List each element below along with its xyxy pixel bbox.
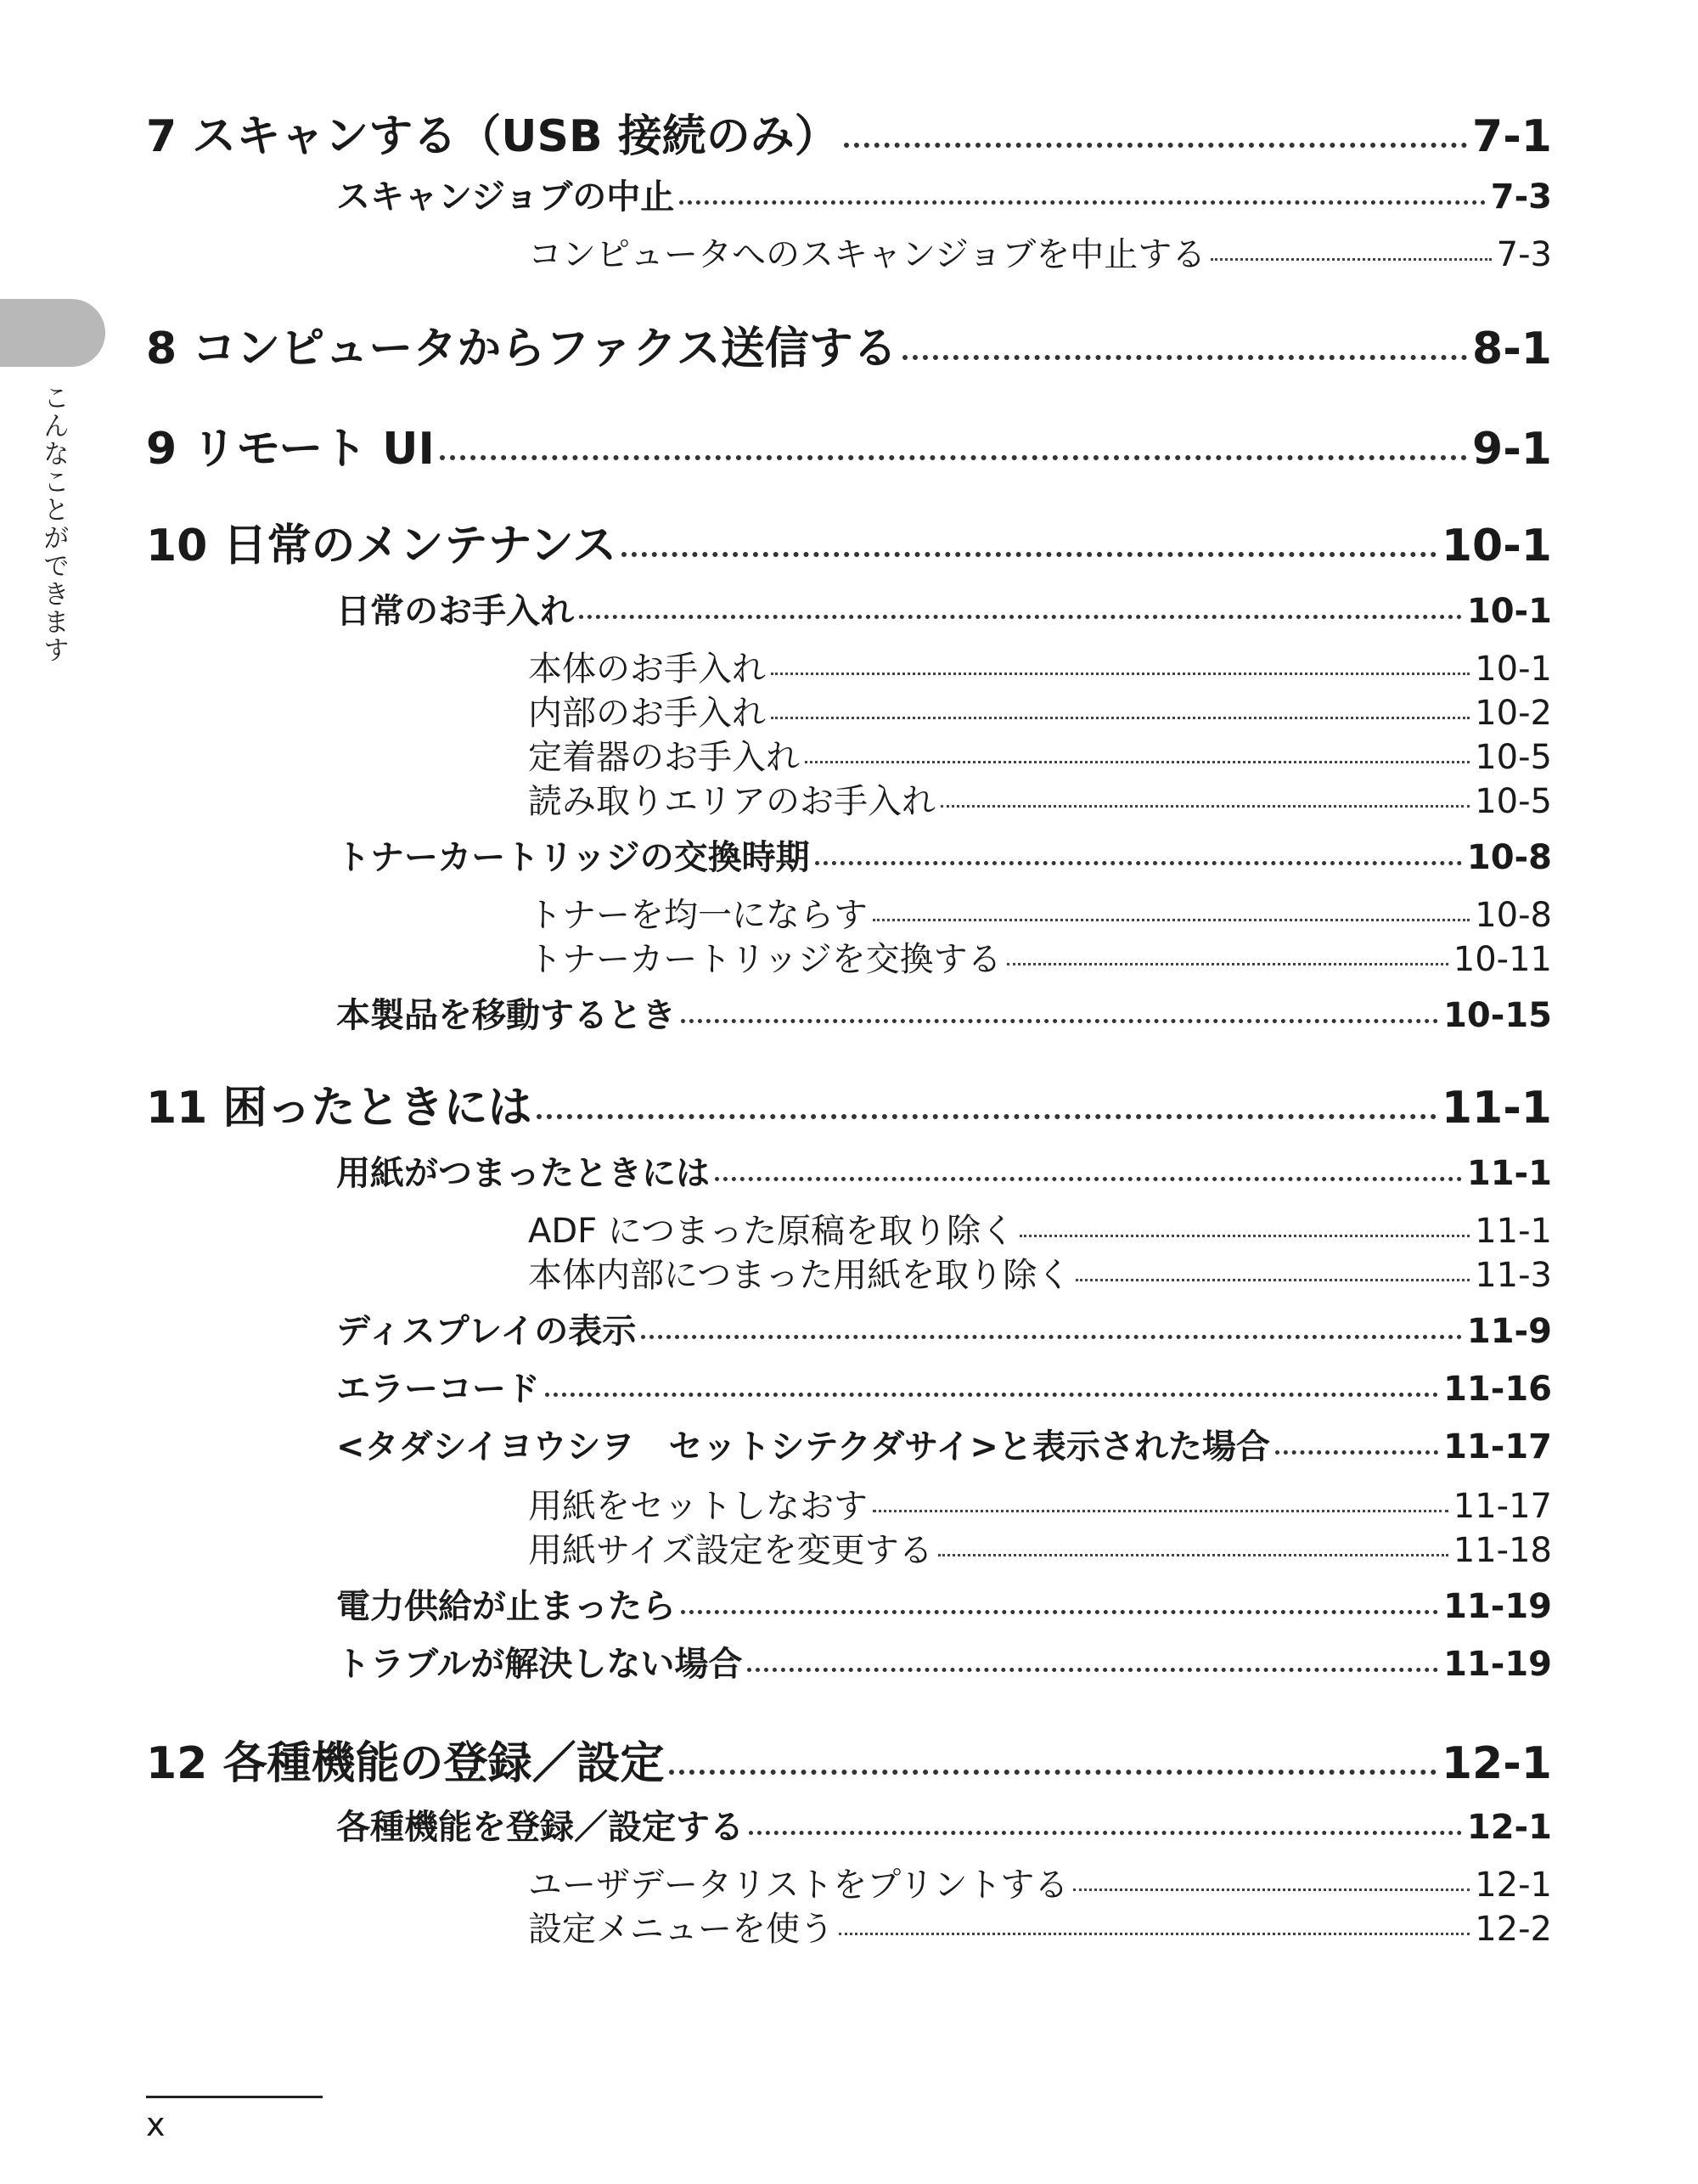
leader-dots	[805, 761, 1470, 763]
leader-dots	[545, 1393, 1438, 1397]
toc-entry-page: 10-5	[1475, 738, 1552, 777]
toc-entry[interactable]	[528, 686, 1552, 735]
toc-entry-page: 10-8	[1475, 896, 1552, 935]
toc-entry-title: スキャンジョブの中止	[336, 177, 675, 217]
toc-entry[interactable]	[528, 730, 1552, 779]
leader-dots	[844, 143, 1467, 148]
leader-dots	[839, 1933, 1470, 1935]
toc-entry-page: 12-2	[1475, 1910, 1552, 1949]
toc-entry-title: トナーカートリッジを交換する	[528, 940, 1002, 979]
toc-entry[interactable]	[336, 584, 1552, 633]
page-number: x	[146, 2106, 166, 2143]
leader-dots	[815, 861, 1462, 865]
toc-entry[interactable]	[528, 1248, 1552, 1297]
toc-entry-title: トナーカートリッジの交換時期	[336, 838, 810, 877]
toc-entry[interactable]	[336, 1579, 1552, 1628]
toc-entry-page: 10-1	[1441, 521, 1552, 571]
toc-entry-page: 10-8	[1466, 838, 1552, 877]
toc-entry-title: 日常のお手入れ	[336, 592, 574, 631]
leader-dots	[621, 552, 1437, 557]
leader-dots	[669, 1770, 1436, 1775]
toc-entry-title: 定着器のお手入れ	[528, 738, 800, 777]
toc-entry-title: <タダシイヨウシヲ セットシテクダサイ>と表示された場合	[336, 1427, 1270, 1466]
leader-dots	[771, 673, 1470, 675]
toc-entry-title: 電力供給が止まったら	[336, 1587, 676, 1626]
toc-entry-page: 8-1	[1472, 324, 1552, 374]
toc-entry[interactable]	[528, 642, 1552, 690]
toc-entry-page: 10-5	[1475, 782, 1552, 821]
toc-entry[interactable]	[336, 830, 1552, 879]
leader-dots	[873, 1510, 1448, 1512]
toc-entry[interactable]	[146, 509, 1552, 573]
toc-entry-title: ADF につまった原稿を取り除く	[528, 1212, 1015, 1251]
leader-dots	[679, 200, 1486, 205]
toc-entry[interactable]	[336, 1362, 1552, 1410]
leader-dots	[1211, 258, 1491, 261]
toc-entry-title: ディスプレイの表示	[336, 1312, 637, 1351]
toc-entry[interactable]	[528, 1858, 1552, 1906]
toc-entry[interactable]	[336, 170, 1552, 218]
leader-dots	[902, 355, 1467, 360]
toc-entry-title: 用紙サイズ設定を変更する	[528, 1531, 933, 1570]
toc-entry-page: 10-11	[1453, 940, 1552, 979]
toc-entry-page: 12-1	[1475, 1866, 1552, 1905]
toc-entry-page: 11-17	[1453, 1487, 1552, 1526]
leader-dots	[1073, 1888, 1470, 1891]
leader-dots	[579, 615, 1462, 619]
toc-entry-page: 11-9	[1466, 1312, 1552, 1351]
toc-entry-title: 本製品を移動するとき	[336, 996, 676, 1035]
toc-entry-page: 10-2	[1475, 694, 1552, 733]
toc-entry-page: 10-1	[1466, 592, 1552, 631]
leader-dots	[641, 1335, 1462, 1339]
toc-entry-page: 11-18	[1453, 1531, 1552, 1570]
toc-entry-page: 11-19	[1443, 1645, 1552, 1684]
toc-entry-page: 10-1	[1475, 650, 1552, 689]
toc-entry[interactable]	[336, 1146, 1552, 1195]
toc-entry-title: 9 リモート UI	[146, 424, 435, 475]
toc-entry-title: コンピュータへのスキャンジョブを中止する	[528, 235, 1206, 274]
toc-entry-page: 11-1	[1441, 1083, 1552, 1134]
toc-entry[interactable]	[528, 888, 1552, 937]
toc-entry[interactable]	[528, 774, 1552, 823]
side-section-label: こんなことができます	[38, 384, 69, 664]
toc-entry-title: 用紙がつまったときには	[336, 1154, 710, 1193]
toc-entry-title: トナーを均一にならす	[528, 896, 868, 935]
leader-dots	[938, 1554, 1448, 1556]
toc-entry[interactable]	[528, 1204, 1552, 1252]
toc-entry-page: 12-1	[1441, 1738, 1552, 1789]
toc-entry-page: 11-17	[1443, 1427, 1552, 1466]
toc-entry-page: 11-1	[1466, 1154, 1552, 1193]
toc-entry[interactable]	[528, 228, 1552, 276]
toc-entry-title: 本体内部につまった用紙を取り除く	[528, 1256, 1071, 1295]
leader-dots	[1076, 1279, 1470, 1281]
toc-entry[interactable]	[336, 1637, 1552, 1686]
toc-entry-title: 設定メニューを使う	[528, 1910, 834, 1949]
leader-dots	[537, 1114, 1436, 1119]
toc-entry[interactable]	[336, 1800, 1552, 1849]
toc-entry-page: 7-3	[1496, 235, 1552, 274]
toc-entry-title: 7 スキャンする（USB 接続のみ）	[146, 111, 839, 162]
toc-entry-title: 12 各種機能の登録／設定	[146, 1738, 665, 1789]
toc-entry-page: 9-1	[1472, 424, 1552, 475]
toc-entry[interactable]	[336, 1420, 1552, 1468]
toc-entry-title: ユーザデータリストをプリントする	[528, 1866, 1069, 1905]
toc-entry-page: 12-1	[1466, 1808, 1552, 1847]
toc-entry-page: 11-16	[1443, 1370, 1552, 1409]
leader-dots	[681, 1610, 1438, 1614]
leader-dots	[941, 805, 1470, 808]
toc-entry-title: 8 コンピュータからファクス送信する	[146, 324, 897, 374]
toc-entry[interactable]	[528, 1902, 1552, 1950]
toc-entry[interactable]	[336, 988, 1552, 1037]
toc-entry-page: 11-19	[1443, 1587, 1552, 1626]
toc-entry-title: 各種機能を登録／設定する	[336, 1808, 744, 1847]
toc-entry[interactable]	[528, 932, 1552, 981]
toc-entry[interactable]	[146, 100, 1552, 164]
toc-entry-page: 11-1	[1475, 1212, 1552, 1251]
leader-dots	[747, 1668, 1438, 1672]
toc-entry-title: 用紙をセットしなおす	[528, 1487, 868, 1526]
leader-dots	[749, 1831, 1462, 1835]
toc-entry-title: エラーコード	[336, 1370, 540, 1409]
toc-entry-page: 11-3	[1475, 1256, 1552, 1295]
leader-dots	[1020, 1235, 1470, 1237]
toc-entry-title: 10 日常のメンテナンス	[146, 521, 617, 571]
toc-entry[interactable]	[146, 1727, 1552, 1791]
toc-entry-title: 内部のお手入れ	[528, 694, 766, 733]
leader-dots	[771, 717, 1470, 719]
toc-entry[interactable]	[146, 312, 1552, 376]
leader-dots	[715, 1177, 1462, 1181]
toc-entry[interactable]	[146, 1072, 1552, 1135]
toc-entry-page: 7-3	[1490, 177, 1552, 217]
toc-entry-page: 10-15	[1443, 996, 1552, 1035]
toc-entry-page: 7-1	[1472, 111, 1552, 162]
chapter-side-tab	[0, 299, 105, 367]
footer-rule	[146, 2096, 323, 2098]
toc-entry[interactable]	[146, 413, 1552, 476]
toc-entry[interactable]	[336, 1304, 1552, 1353]
toc-entry-title: 本体のお手入れ	[528, 650, 766, 689]
toc-entry-title: 11 困ったときには	[146, 1083, 532, 1134]
leader-dots	[440, 455, 1467, 460]
leader-dots	[873, 919, 1470, 921]
toc-entry-title: 読み取りエリアのお手入れ	[528, 782, 936, 821]
leader-dots	[1007, 963, 1448, 965]
toc-entry[interactable]	[528, 1479, 1552, 1528]
toc-entry-title: トラブルが解決しない場合	[336, 1645, 743, 1684]
toc-entry[interactable]	[528, 1523, 1552, 1572]
leader-dots	[681, 1019, 1438, 1023]
leader-dots	[1275, 1450, 1438, 1455]
